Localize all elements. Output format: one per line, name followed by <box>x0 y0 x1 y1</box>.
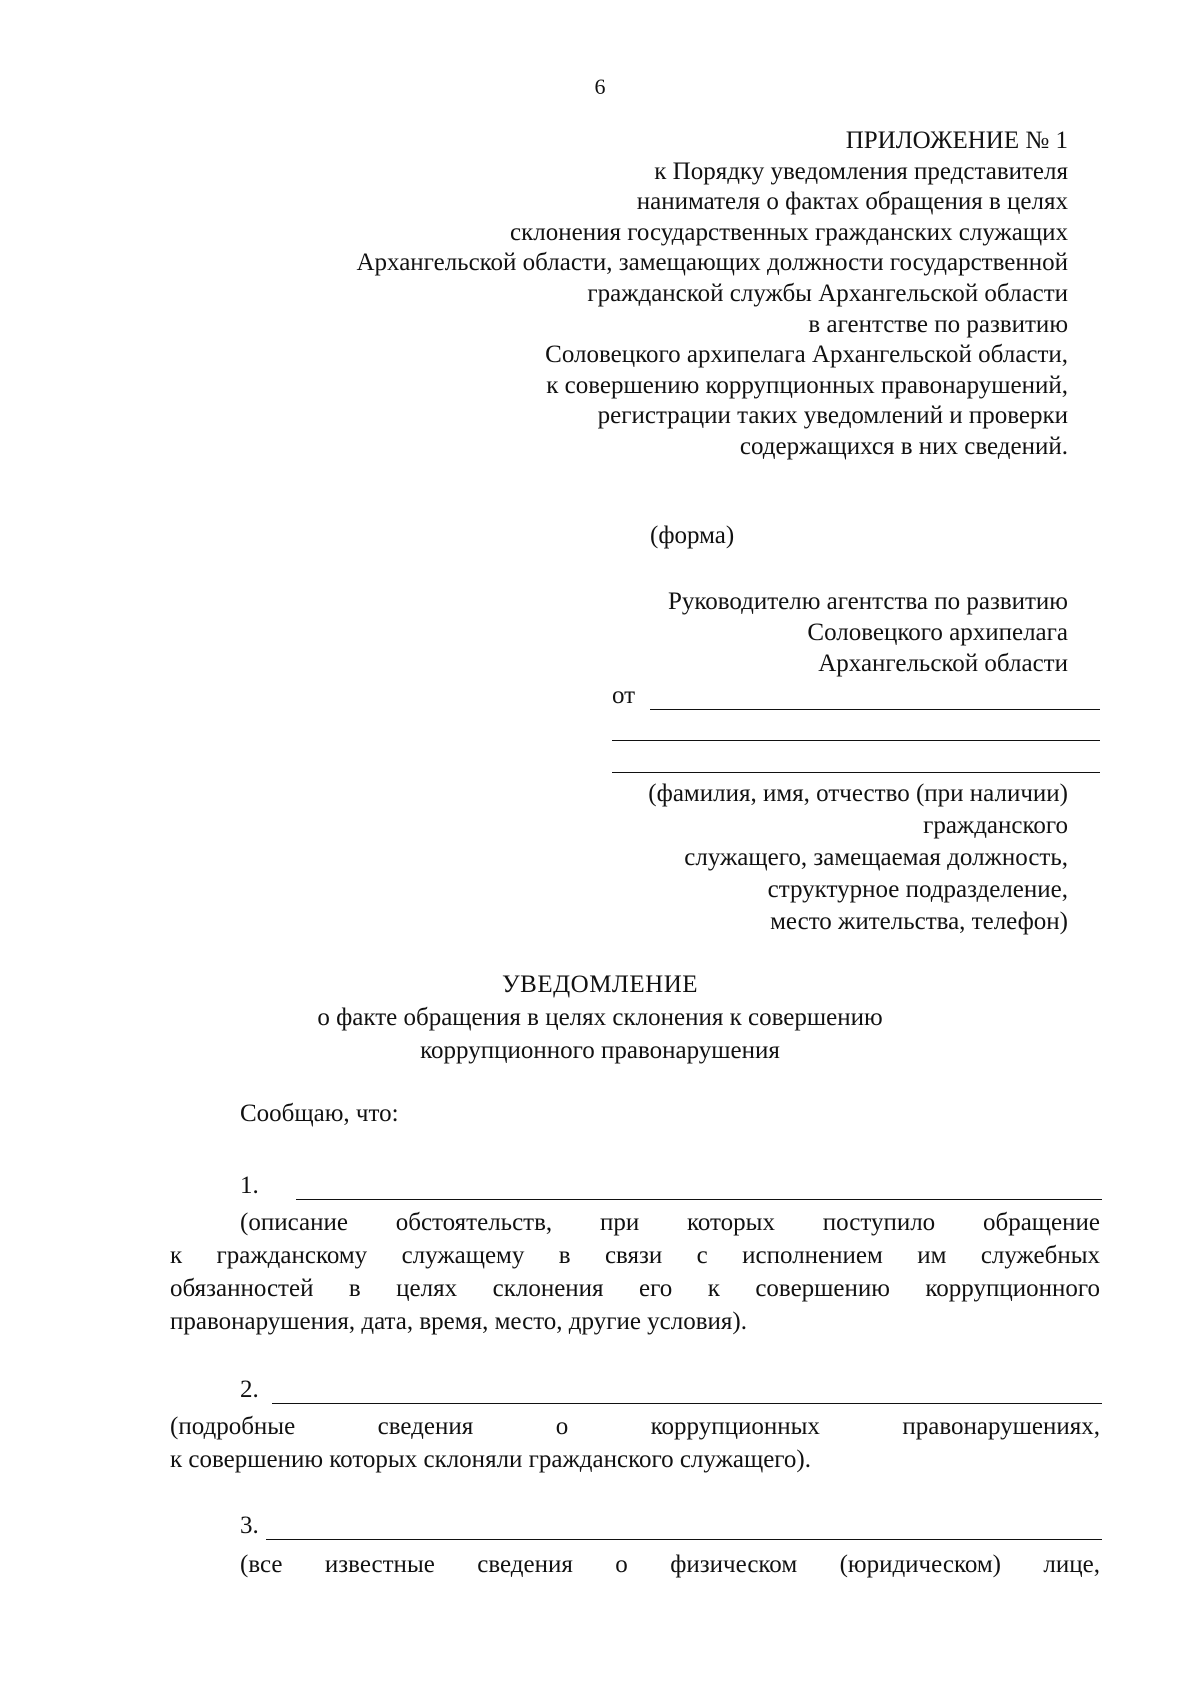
page-number: 6 <box>594 74 606 99</box>
fio-caption-line: служащего, замещаемая должность, <box>684 844 1068 871</box>
item-2-description <box>170 1410 1100 1476</box>
fio-caption <box>648 778 1068 938</box>
description-line: правонарушения, дата, время, место, другие условия). <box>170 1308 748 1335</box>
item-1-description <box>170 1206 1100 1338</box>
item-2-row <box>240 1376 1102 1406</box>
appendix-line: склонения государственных гражданских служащих <box>510 218 1068 246</box>
from-blank-line[interactable] <box>650 709 1100 710</box>
appendix-line: регистрации таких уведомлений и проверки <box>597 402 1068 430</box>
appendix-line: Архангельской области, замещающих должности государственной <box>356 249 1068 277</box>
document-title-sub: коррупционного правонарушения <box>420 1037 780 1064</box>
from-blank-line-2[interactable] <box>612 740 1100 741</box>
document-title-sub: о факте обращения в целях склонения к совершению <box>317 1004 883 1031</box>
item-number: 3. <box>240 1512 259 1539</box>
from-row <box>612 682 1100 710</box>
fio-caption-line: (фамилия, имя, отчество (при наличии) <box>648 780 1068 807</box>
fio-caption-line: структурное подразделение, <box>767 876 1068 903</box>
description-line: (подробные сведения о коррупционных правонарушениях, <box>170 1413 1100 1440</box>
addressee-line: Соловецкого архипелага <box>807 619 1068 646</box>
item-1-row <box>240 1172 1102 1202</box>
appendix-line: Соловецкого архипелага Архангельской области, <box>545 341 1068 369</box>
appendix-line: к совершению коррупционных правонарушений, <box>546 371 1068 399</box>
item-1-blank-line[interactable] <box>296 1199 1102 1200</box>
item-3-row <box>240 1512 1102 1542</box>
item-number: 2. <box>240 1376 259 1403</box>
description-line: (все известные сведения о физическом (юридическом) лице, <box>240 1551 1100 1578</box>
addressee-line: Архангельской области <box>818 650 1068 677</box>
description-line: обязанностей в целях склонения его к совершению коррупционного <box>170 1275 1100 1302</box>
appendix-line: содержащихся в них сведений. <box>739 432 1068 460</box>
appendix-line: гражданской службы Архангельской области <box>587 279 1068 307</box>
form-label: (форма) <box>650 522 735 549</box>
from-label: от <box>612 682 636 709</box>
addressee-line: Руководителю агентства по развитию <box>667 588 1068 615</box>
item-3-blank-line[interactable] <box>266 1539 1102 1540</box>
description-line: (описание обстоятельств, при которых поступило обращение <box>240 1209 1100 1236</box>
item-3-description <box>170 1548 1100 1581</box>
item-number: 1. <box>240 1172 259 1199</box>
from-blank-line-3[interactable] <box>612 772 1100 773</box>
description-line: к гражданскому служащему в связи с исполнением им служебных <box>170 1242 1100 1269</box>
report-intro: Сообщаю, что: <box>240 1100 399 1127</box>
document-title <box>0 968 1200 1067</box>
fio-caption-line: гражданского <box>923 812 1068 839</box>
appendix-line: нанимателя о фактах обращения в целях <box>636 188 1068 216</box>
item-2-blank-line[interactable] <box>272 1403 1102 1404</box>
fio-caption-line: место жительства, телефон) <box>770 908 1068 935</box>
appendix-line: к Порядку уведомления представителя <box>654 157 1068 185</box>
appendix-title: ПРИЛОЖЕНИЕ № 1 <box>845 127 1068 154</box>
appendix-line: в агентстве по развитию <box>808 310 1068 338</box>
addressee-block <box>668 586 1068 679</box>
description-line: к совершению которых склоняли гражданского служащего). <box>170 1446 812 1473</box>
document-title-main: УВЕДОМЛЕНИЕ <box>501 971 699 998</box>
appendix-block <box>268 126 1068 463</box>
